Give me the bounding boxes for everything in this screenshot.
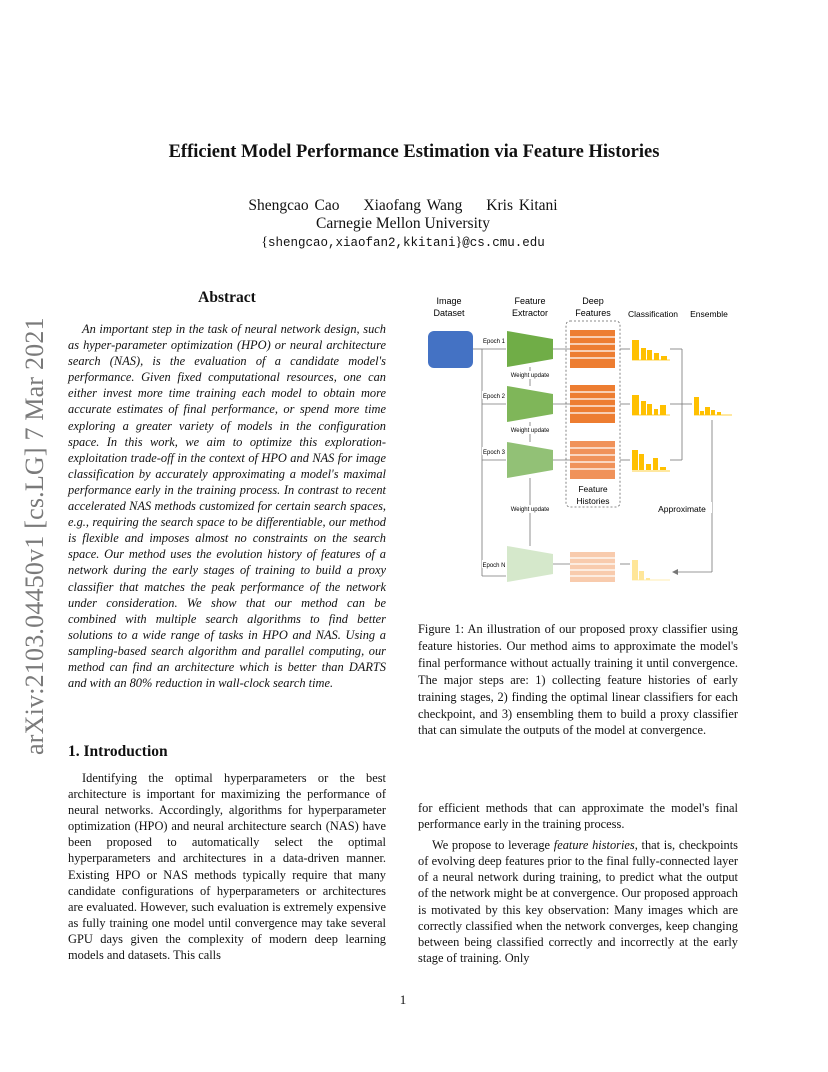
classifier-bars (632, 450, 670, 471)
label-weight-update: Weight update (510, 373, 550, 379)
figure-1-diagram (420, 290, 740, 590)
abstract-text: An important step in the task of neural network design, such as hyper-parameter optimization (HPO) or neural architecture search (NAS), is the evaluation of a candidate model's performance. Given fixed computational resources, one can either invest more time training each model to obtain more accurate estimates of final performance, or spend more time exploring a greater variety of models in the configuration space. In this work, we aim to optimize this exploration-exploitation trade-off in the context of HPO and NAS for image classification by accurately approximating a model's maximal performance early in the training process. In contrast to recent accelerated NAS methods customized for certain search spaces, e.g., requiring the search space to be differentiable, our method is flexible and imposes almost no constraints on the search space. Our method uses the evolution history of features of a network during the early stages of training to build a proxy classifier that matches the peak performance of the network under consideration. We show that our method can be combined with multiple search algorithms to find better solutions to a wide range of tasks in HPO and NAS. Using a sampling-based search algorithm and parallel computing, our method can find an architecture which is better than DARTS and with an 80% reduction in wall-clock search time. (68, 322, 386, 691)
ensemble-bars (694, 397, 732, 415)
label-image-dataset: Image (436, 296, 462, 306)
figure-caption: Figure 1: An illustration of our proposed proxy classifier using feature histories. Our method aims to approximate the model's final performance without actually training it until convergence. The major steps are: 1) collecting feature histories of early training stages, 2) finding the optimal linear classifiers for each checkpoint, and 3) ensembling them to build a proxy classifier that can simulate the outputs of the model at convergence. (418, 622, 738, 738)
feature-extractor-block (507, 546, 553, 582)
author-list (0, 197, 806, 215)
label-weight-update: Weight update (510, 428, 550, 434)
label-feature-extractor: Extractor (511, 308, 549, 318)
label-epoch: Epoch 3 (482, 450, 506, 456)
label-classification: Classification (627, 309, 679, 319)
label-feature-extractor: Feature (514, 296, 546, 306)
label-epoch: Epoch 2 (482, 394, 506, 400)
feature-stack (570, 441, 615, 479)
label-approximate: Approximate (658, 504, 706, 514)
feature-stack (570, 330, 615, 368)
label-deep-features: Features (575, 308, 611, 318)
page-number: 1 (399, 992, 407, 1007)
classifier-bars-approx (632, 560, 670, 580)
classifier-bars (632, 340, 670, 360)
paper-title: Efficient Model Performance Estimation via Feature Histories (168, 142, 660, 162)
feature-extractor-block (507, 386, 553, 422)
label-ensemble: Ensemble (690, 309, 728, 319)
affiliation: Carnegie Mellon University (316, 215, 490, 232)
abstract-heading: Abstract (198, 289, 256, 306)
emphasis-term: feature histories (553, 838, 635, 853)
paragraph: We propose to leverage feature histories, that is, checkpoints of evolving deep features prior to the final fully-connected layer of a neural network during training, to predict what the output of the network might be at convergence. Our proposed approach is motivated by this key observation: Many images which are correctly classified when the network converges, keep changing between being classified correctly and incorrectly at the early stage of training. Only (418, 838, 739, 965)
author-name: Shengcao Cao (248, 197, 340, 214)
author-name: Xiaofang Wang (363, 197, 463, 214)
paragraph: for efficient methods that can approximate the model's final performance early in the training process. (418, 801, 738, 832)
label-epoch: Epoch 1 (482, 339, 506, 345)
label-epoch: Epoch N (482, 563, 506, 569)
label-image-dataset: Dataset (433, 308, 465, 318)
classifier-bars (632, 395, 670, 415)
author-emails: {shengcao,xiaofan2,kkitani}@cs.cmu.edu (261, 235, 545, 250)
label-feature-histories: Feature (578, 484, 608, 494)
feature-extractor-block (507, 331, 553, 367)
arxiv-watermark: arXiv:2103.04450v1 [cs.LG] 7 Mar 2021 (20, 317, 49, 755)
intro-paragraph: Identifying the optimal hyperparameters or the best architecture is important for maximizing the performance of neural networks. Accordingly, algorithms for hyperparameter optimization (HPO) and neural architecture search (NAS) have been proposed to automatically select the optimal hyperparameters and architectures in a data-driven manner. Existing HPO or NAS methods typically require that many candidate configurations of hyperparameters or architectures are evaluated. However, such evaluation is extremely expensive as fully training one model until convergence may take several GPU days given the complexity of modern deep learning models and datasets. This calls (68, 771, 386, 963)
image-dataset-block (428, 331, 473, 368)
feature-extractor-block (507, 442, 553, 478)
label-weight-update: Weight update (510, 507, 550, 513)
right-column-text (418, 800, 738, 966)
arrow-head (672, 569, 678, 575)
author-name: Kris Kitani (486, 197, 558, 214)
label-deep-features: Deep (582, 296, 604, 306)
feature-stack (570, 552, 615, 582)
feature-stack (570, 385, 615, 423)
section-heading: 1. Introduction (68, 743, 168, 760)
label-feature-histories: Histories (576, 496, 610, 506)
